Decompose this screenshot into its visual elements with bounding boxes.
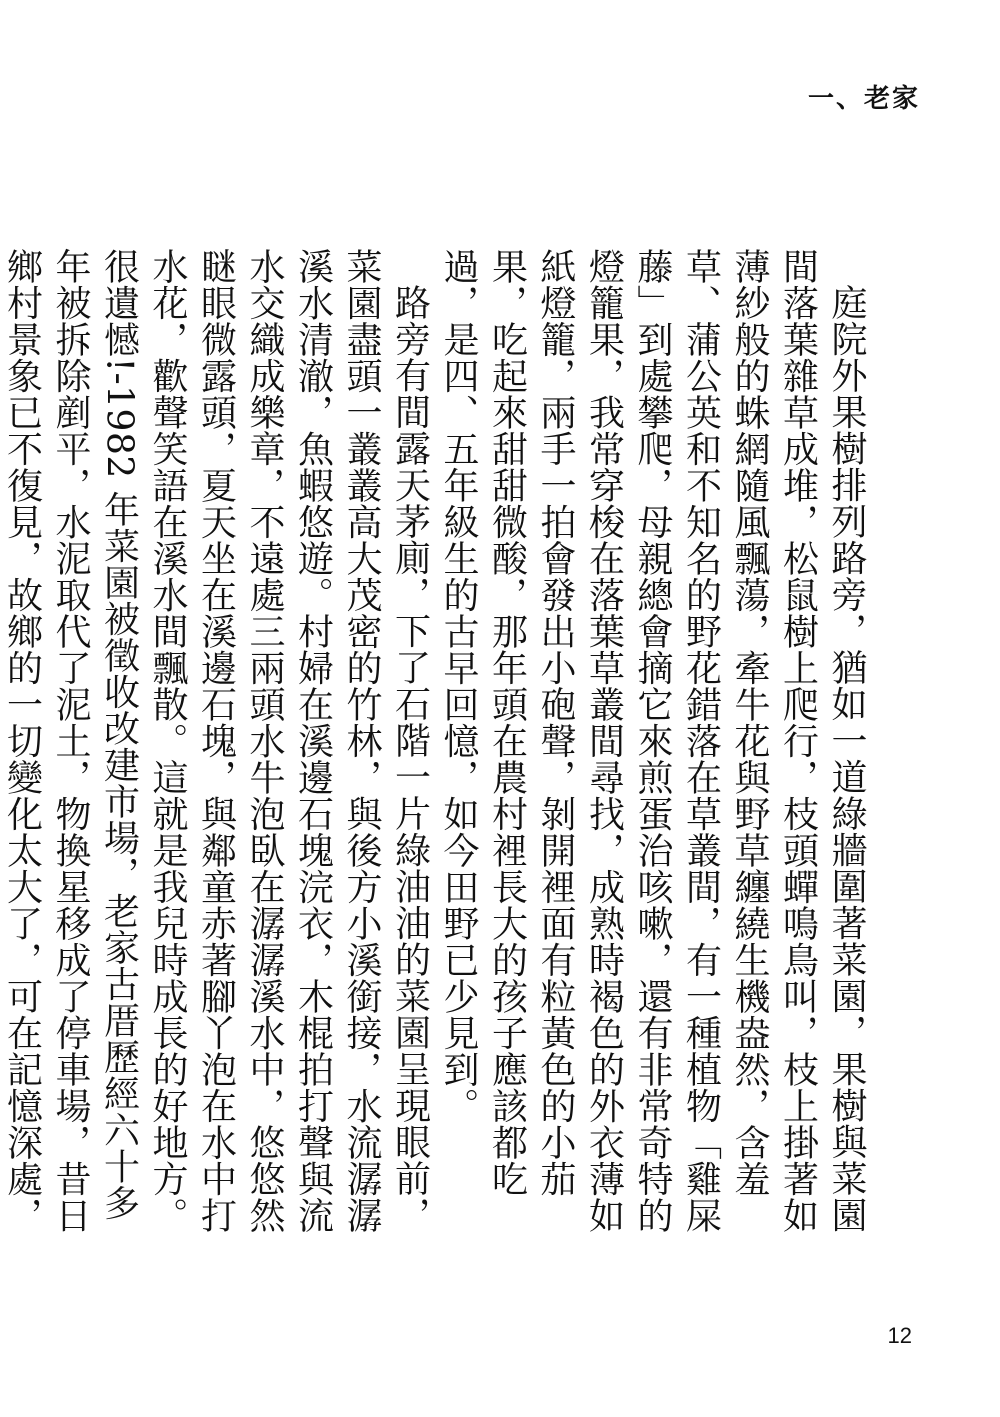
- paragraph-2: 路旁有間露天茅廁，下了石階一片綠油油的菜園呈現眼前，菜園盡頭一叢叢高大茂密的竹林，與後方小溪銜接，水流潺潺溪水清澈，魚蝦悠遊。村婦在溪邊石塊浣衣，木棍拍打聲與流水交織成樂章，不遠處三兩頭水牛泡臥在潺潺溪水中，悠悠然瞇眼微露頭，夏天坐在溪邊石塊，與鄰童赤著腳丫泡在水中打水花，歡聲笑語在溪水間飄散。這就是我兒時成長的好地方。很遺憾!-1982 年菜園被徵收改建市場，老家古厝歷經六十多年被拆除剷平，水泥取代了泥土，物換星移成了停車場，昔日鄉村景象已不復見，故鄉的一切變化太大了，可在記憶深處，: [1, 248, 431, 1234]
- paragraph-1: 庭院外果樹排列路旁，猶如一道綠牆圍著菜園，果樹與菜園間落葉雜草成堆，松鼠樹上爬行，枝頭蟬鳴鳥叫，枝上掛著如薄紗般的蛛網隨風飄蕩，牽牛花與野草纏繞生機盎然，含羞草、蒲公英和不知名的野花錯落在草叢間，有一種植物「雞屎藤」到處攀爬，母親總會摘它來煎蛋治咳嗽，還有非常奇特的燈籠果，我常穿梭在落葉草叢間尋找，成熟時褐色的外衣薄如紙燈籠，兩手一拍會發出小砲聲，剝開裡面有粒黃色的小茄果，吃起來甜甜微酸，那年頭在農村裡長大的孩子應該都吃過，是四、五年級生的古早回憶，如今田野已少見到。: [438, 248, 867, 1234]
- body-text: [1, 248, 870, 1248]
- page-number: 12: [887, 1323, 912, 1348]
- chapter-title: 一、老家: [807, 84, 920, 114]
